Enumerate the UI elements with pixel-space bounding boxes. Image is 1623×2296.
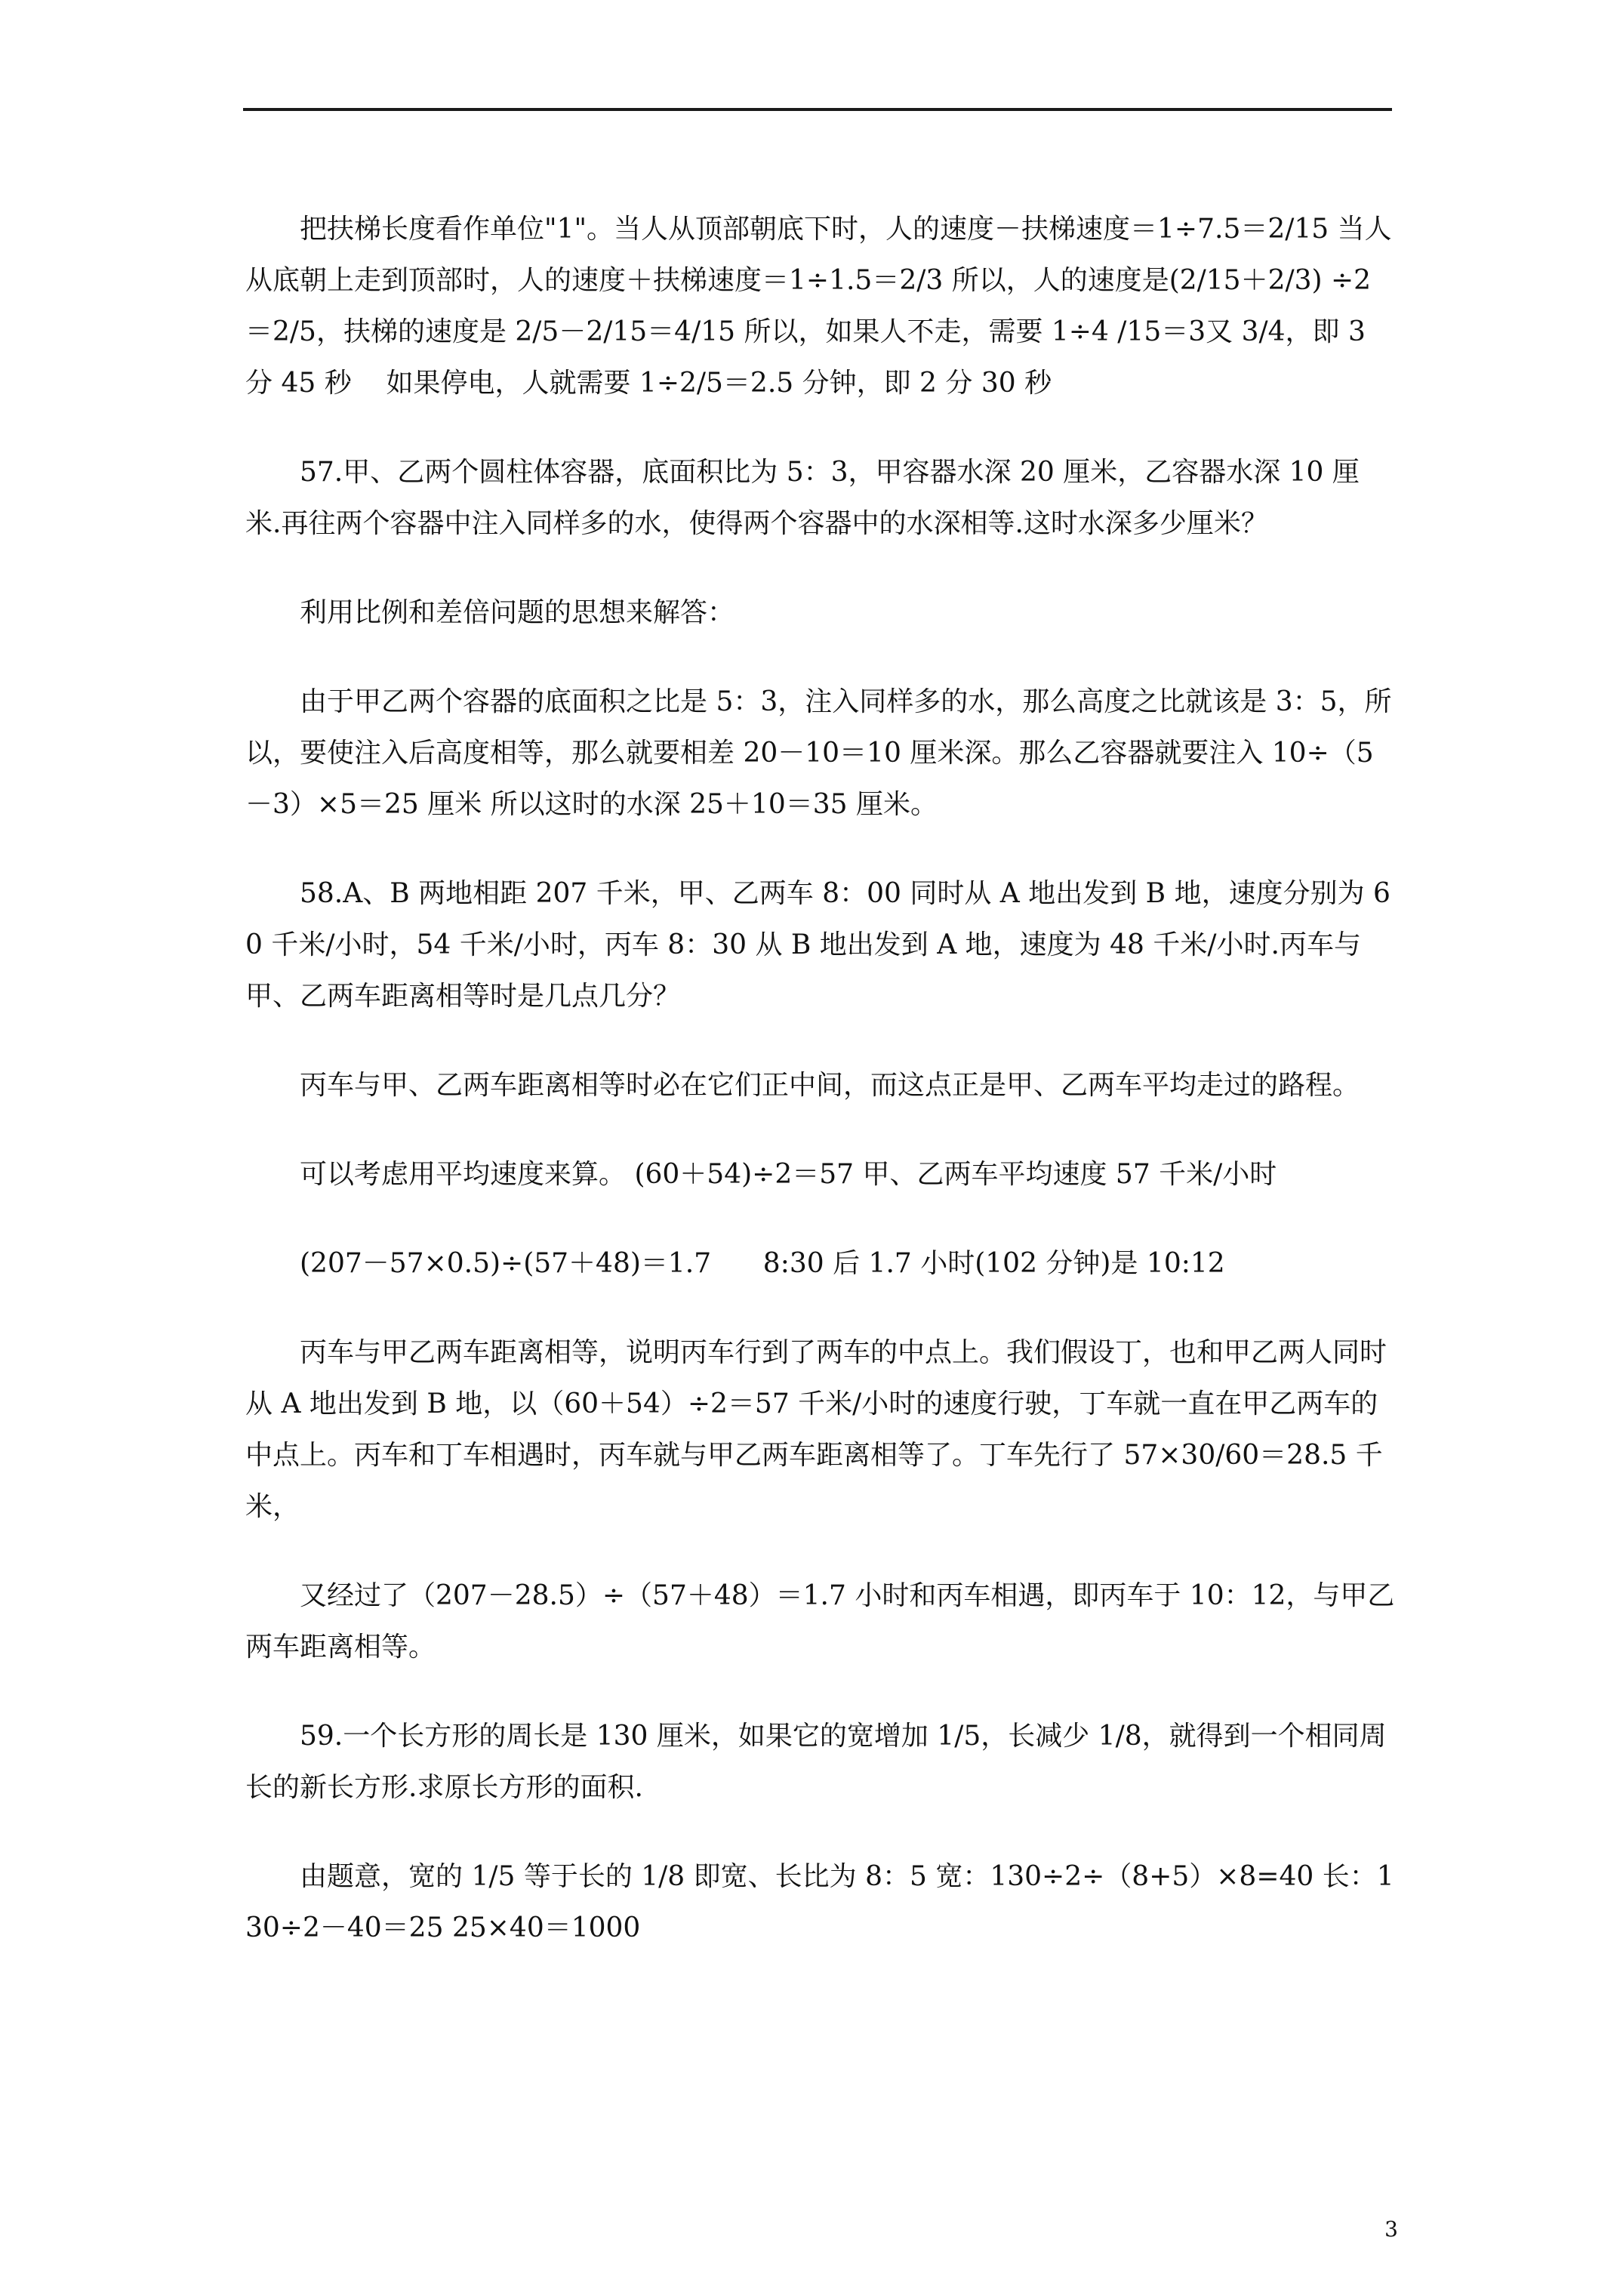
problem-59-paragraph: 59.一个长方形的周长是 130 厘米，如果它的宽增加 1/5，长减少 1/8，就得到一个相同周长的新长方形.求原长方形的面积.	[245, 1721, 1387, 1803]
document-body	[245, 204, 1395, 1992]
problem-59-solution-paragraph: 由题意，宽的 1/5 等于长的 1/8 即宽、长比为 8：5 宽：130÷2÷（8+5）×8=40 长：130÷2－40＝25 25×40＝1000	[245, 1861, 1394, 1943]
escalator-solution-paragraph: 把扶梯长度看作单位"1"。当人从顶部朝底下时，人的速度－扶梯速度＝1÷7.5＝2/15 当人从底朝上走到顶部时，人的速度＋扶梯速度＝1÷1.5＝2/3 所以，人的速度是(2/15＋2/3) ÷2＝2/5，扶梯的速度是 2/5－2/15＝4/15 所以，如果人不走，需要 1÷4 /15＝3又 3/4，即 3 分 45 秒 如果停电，人就需要 1÷2/5＝2.5 分钟，即 2 分 30 秒	[245, 214, 1392, 399]
problem-58-idea-paragraph: 丙车与甲、乙两车距离相等时必在它们正中间，而这点正是甲、乙两车平均走过的路程。	[300, 1070, 1360, 1101]
page-number: 3	[1384, 2217, 1398, 2242]
problem-58-paragraph: 58.A、B 两地相距 207 千米，甲、乙两车 8：00 同时从 A 地出发到 B 地，速度分别为 60 千米/小时，54 千米/小时，丙车 8：30 从 B 地出发到 A 地，速度为 48 千米/小时.丙车与甲、乙两车距离相等时是几点几分？	[245, 878, 1390, 1012]
problem-58-average-speed-paragraph: 可以考虑用平均速度来算。 (60＋54)÷2＝57 甲、乙两车平均速度 57 千米/小时	[300, 1159, 1277, 1190]
problem-57-paragraph: 57.甲、乙两个圆柱体容器，底面积比为 5：3，甲容器水深 20 厘米，乙容器水深 10 厘米.再往两个容器中注入同样多的水，使得两个容器中的水深相等.这时水深多少厘米？	[245, 457, 1360, 539]
problem-57-solution-paragraph: 由于甲乙两个容器的底面积之比是 5：3，注入同样多的水，那么高度之比就该是 3：5，所以，要使注入后高度相等，那么就要相差 20－10＝10 厘米深。那么乙容器就要注入 10÷（5－3）×5＝25 厘米 所以这时的水深 25＋10＝35 厘米。	[245, 686, 1392, 820]
problem-57-method-paragraph: 利用比例和差倍问题的思想来解答：	[300, 597, 735, 628]
problem-58-alternative-paragraph: 丙车与甲乙两车距离相等，说明丙车行到了两车的中点上。我们假设丁，也和甲乙两人同时从 A 地出发到 B 地，以（60＋54）÷2＝57 千米/小时的速度行驶，丁车就一直在甲乙两车的中点上。丙车和丁车相遇时，丙车就与甲乙两车距离相等了。丁车先行了 57×30/60＝28.5 千米，	[245, 1337, 1387, 1522]
header-rule	[243, 108, 1392, 111]
problem-58-calculation-paragraph: (207－57×0.5)÷(57＋48)＝1.7 8:30 后 1.7 小时(102 分钟)是 10:12	[300, 1248, 1225, 1279]
problem-58-result-paragraph: 又经过了（207－28.5）÷（57＋48）＝1.7 小时和丙车相遇，即丙车于 10：12，与甲乙两车距离相等。	[245, 1580, 1395, 1663]
